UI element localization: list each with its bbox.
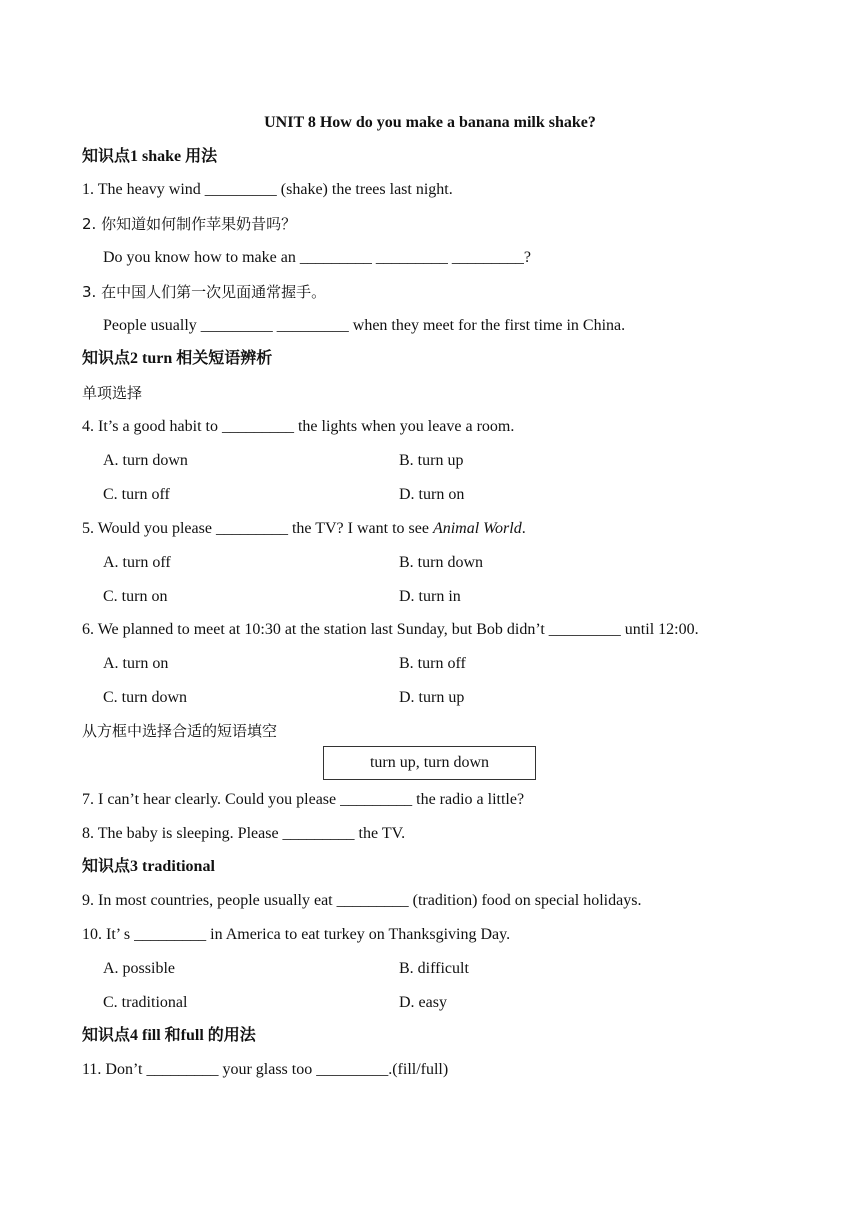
- option-d: D. turn up: [399, 689, 465, 706]
- option-a: A. turn on: [103, 655, 169, 672]
- section-heading-4: 知识点4 fill 和full 的用法: [82, 1027, 256, 1044]
- question-4: 4. It’s a good habit to _________ the lights when you leave a room.: [82, 418, 515, 435]
- question-3-english: People usually _________ _________ when they meet for the first time in China.: [103, 317, 626, 334]
- page-title: UNIT 8 How do you make a banana milk shake?: [264, 114, 596, 131]
- option-d: D. easy: [399, 994, 447, 1011]
- question-5-italic-title: Animal World: [432, 520, 522, 537]
- option-b: B. difficult: [399, 960, 469, 977]
- question-1: 1. The heavy wind _________ (shake) the trees last night.: [82, 181, 453, 198]
- section-heading-2: 知识点2 turn 相关短语辨析: [82, 350, 273, 367]
- subheading-fill-in: 从方框中选择合适的短语填空: [82, 722, 278, 740]
- question-2-chinese: 2. 你知道如何制作苹果奶昔吗？: [82, 215, 297, 233]
- option-c: C. traditional: [103, 994, 188, 1011]
- question-3-chinese: 3. 在中国人们第一次见面通常握手。: [82, 283, 327, 301]
- section-heading-text: 知识点1 shake 用法: [82, 148, 218, 165]
- question-7: 7. I can’t hear clearly. Could you please _________ the radio a little?: [82, 791, 525, 808]
- option-d: D. turn on: [399, 486, 465, 503]
- section-heading-3: 知识点3 traditional: [82, 858, 215, 875]
- word-box: turn up, turn down: [323, 746, 536, 780]
- option-b: B. turn up: [399, 452, 464, 469]
- question-6: 6. We planned to meet at 10:30 at the station last Sunday, but Bob didn’t _________ until 12:00.: [82, 621, 699, 638]
- question-2-english: Do you know how to make an _________ _________ _________?: [103, 249, 531, 266]
- question-9: 9. In most countries, people usually eat _________ (tradition) food on special holidays.: [82, 892, 642, 909]
- option-a: A. turn down: [103, 452, 188, 469]
- question-11: 11. Don’t _________ your glass too _________.(fill/full): [82, 1061, 449, 1078]
- option-a: A. turn off: [103, 554, 171, 571]
- question-10: 10. It’ s _________ in America to eat turkey on Thanksgiving Day.: [82, 926, 511, 943]
- option-c: C. turn off: [103, 486, 170, 503]
- subheading-single-choice: 单项选择: [82, 384, 143, 402]
- option-b: B. turn off: [399, 655, 466, 672]
- question-5: [82, 519, 526, 539]
- option-d: D. turn in: [399, 588, 461, 605]
- option-a: A. possible: [103, 960, 175, 977]
- section-heading-1: [82, 147, 217, 167]
- option-b: B. turn down: [399, 554, 483, 571]
- question-8: 8. The baby is sleeping. Please _________ the TV.: [82, 825, 406, 842]
- question-5-text: 5. Would you please _________ the TV? I want to see: [82, 520, 433, 537]
- option-c: C. turn on: [103, 588, 168, 605]
- question-5-end: .: [521, 520, 526, 537]
- option-c: C. turn down: [103, 689, 187, 706]
